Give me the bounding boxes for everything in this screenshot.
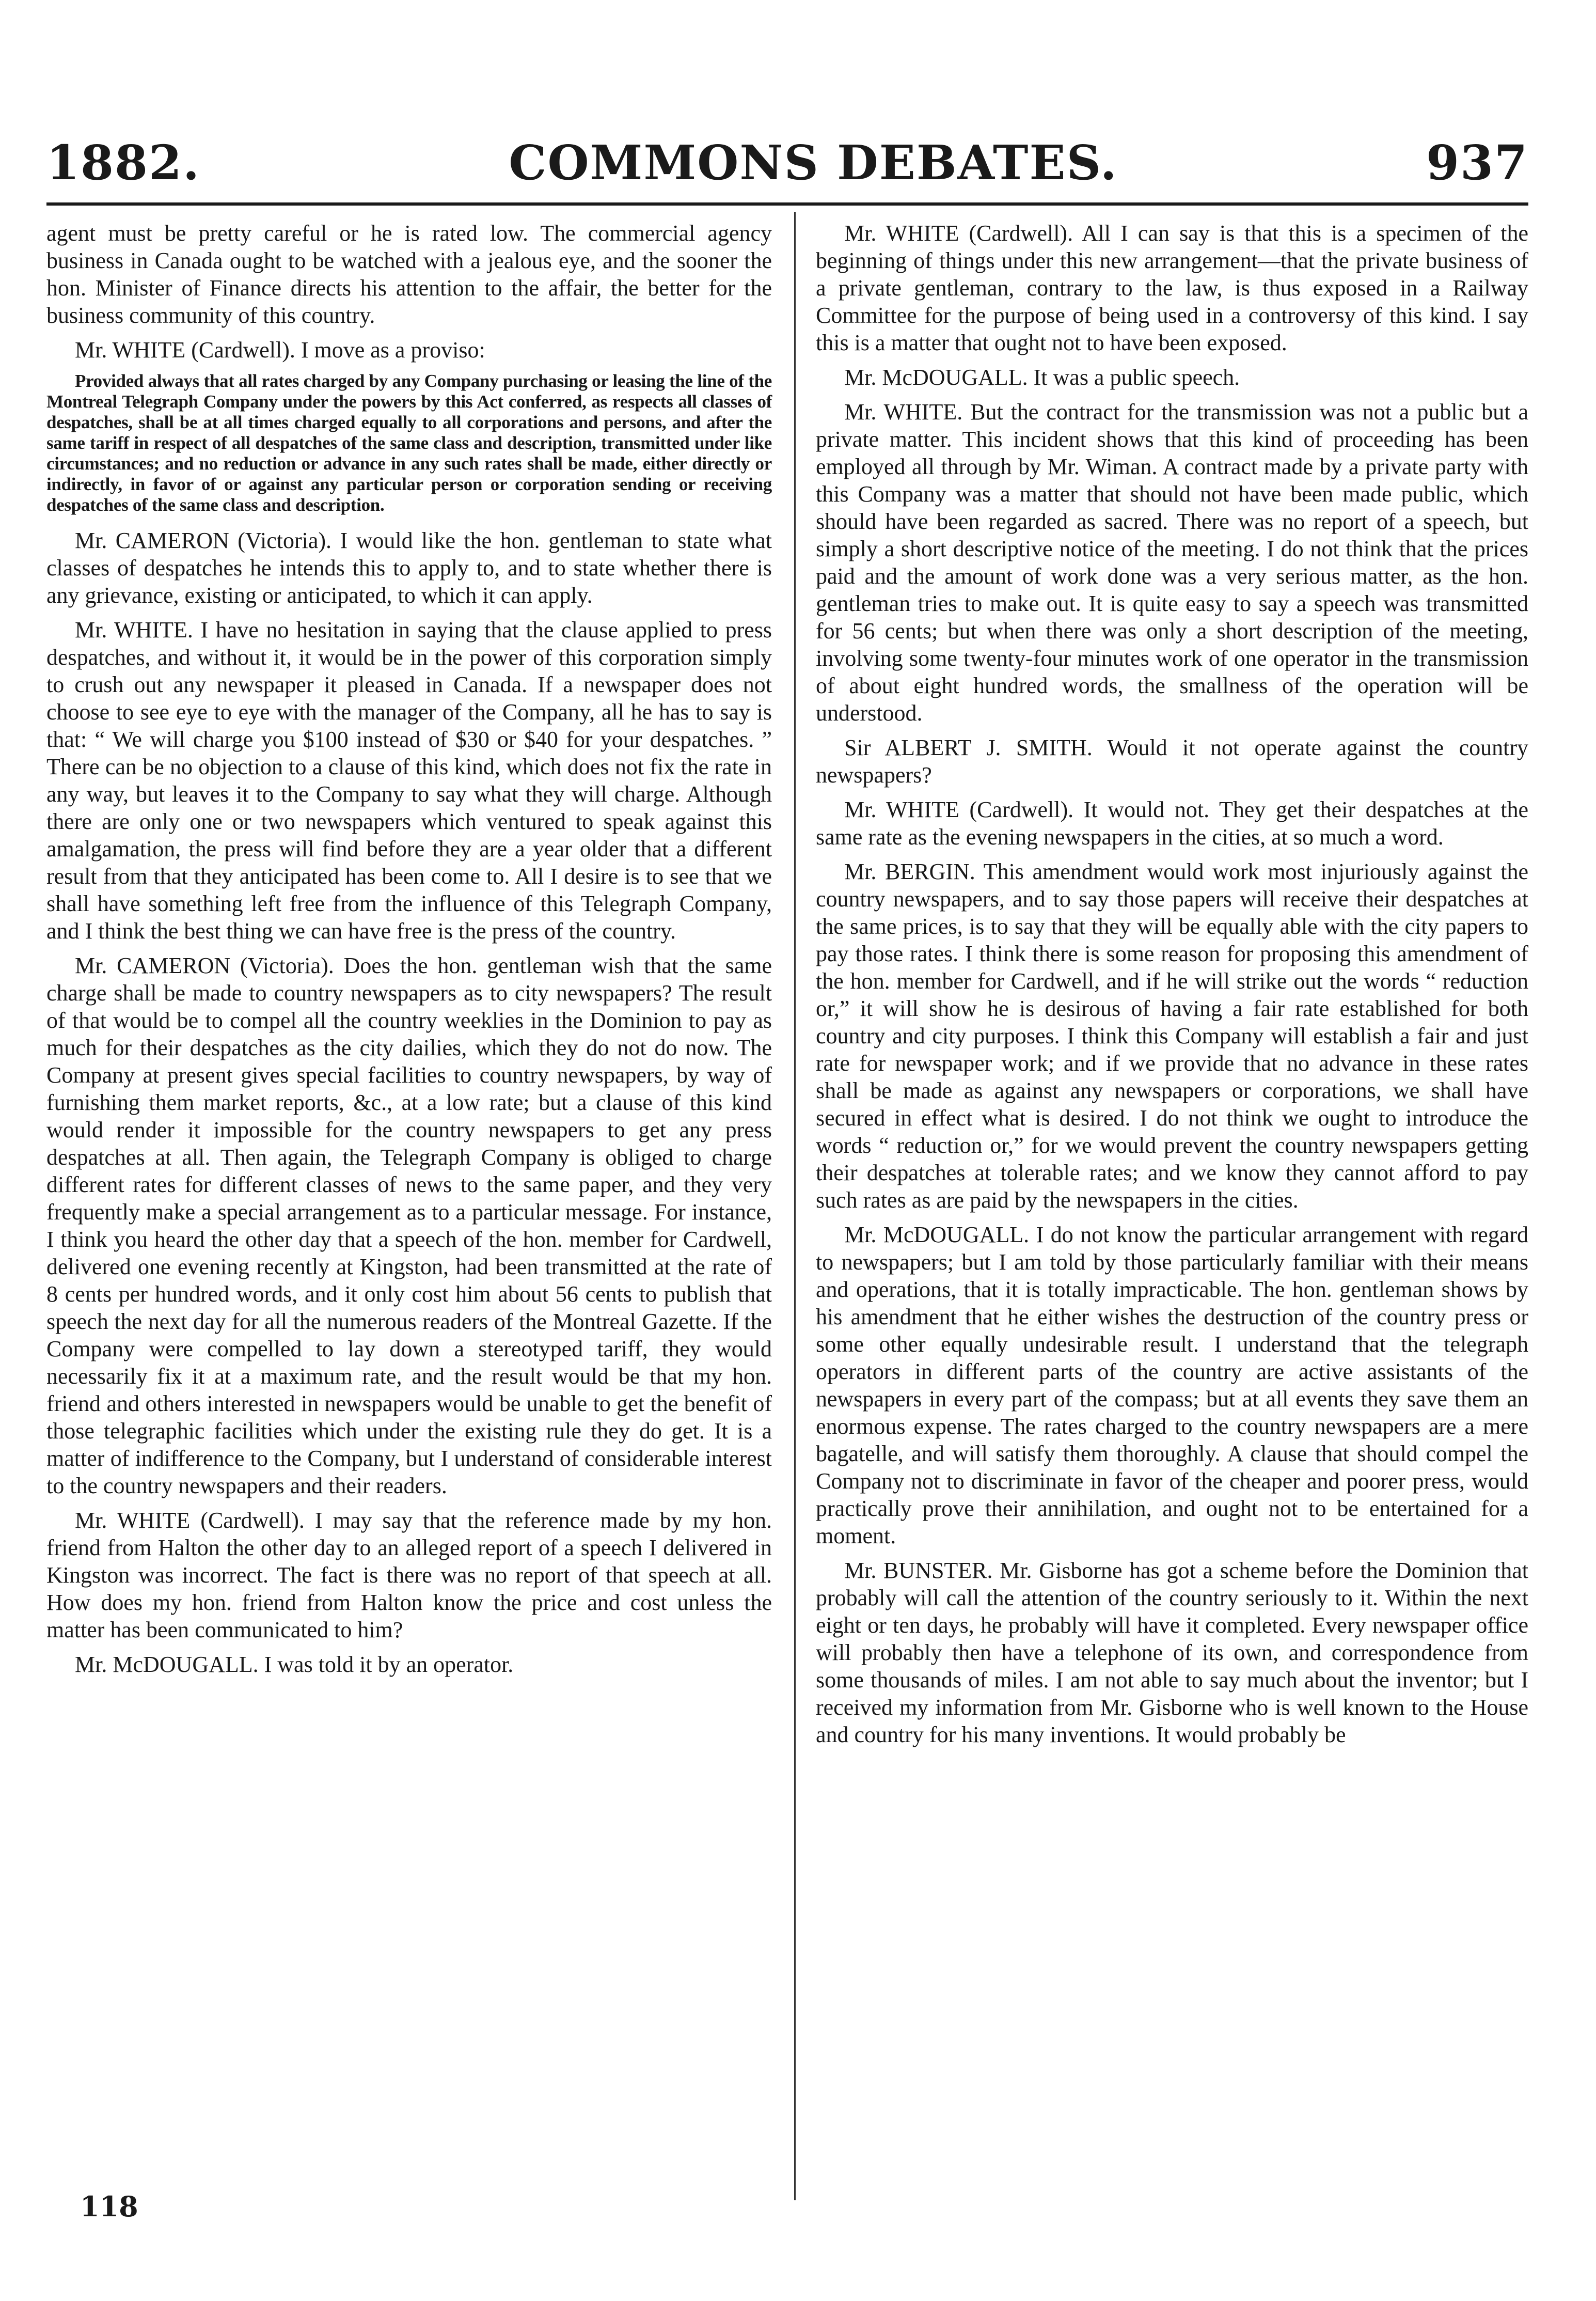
header-rule	[46, 202, 1528, 206]
proviso-text: Provided always that all rates charged by any Company purchasing or leasing the line of the Montreal Telegraph Company under the powers by this Act conferred, as respects all classes of despatches, shall be at all times charged equally to all corporations and persons, and after the same tariff in respect of all despatches of the same class and description, transmitted under like circumstances; and no reduction or advance in any such rates shall be made, either directly or indirectly, in favor of or against any particular person or corporation sending or receiving despatches of the same class and description.	[46, 371, 772, 515]
paragraph: Mr. McDOUGALL. I do not know the particular arrangement with regard to newspapers; but I am told by those particularly familiar with their means and operations, that it is totally impracticable. The hon. gentleman shows by his amendment that he either wishes the destruction of the country press or some other equally undesirable result. I understand that the telegraph operators in different parts of the country are active assistants of the newspapers in every part of the compass; but at all events they save them an enormous expense. The rates charged to the country newspapers are a mere bagatelle, and will satisfy them thoroughly. A clause that should compel the Company not to discriminate in favor of the cheaper and poorer press, would practically prove their annihilation, and ought not to be entertained for a moment.	[816, 1222, 1528, 1548]
signature-mark: 118	[80, 2190, 138, 2223]
header-page-number: 937	[1426, 135, 1528, 191]
paragraph: Mr. CAMERON (Victoria). Does the hon. gentleman wish that the same charge shall be made to country newspapers as to city newspapers? The result of that would be to compel all the country weeklies in the Dominion to pay as much for their despatches as the city dailies, which they do not do now. The Company at present gives special facilities to country newspapers, by way of furnishing them market reports, &c., at a low rate; but a clause of this kind would render it impossible for the country newspapers to get any press despatches at all. Then again, the Telegraph Company is obliged to charge different rates for different classes of news to the same paper, and they very frequently make a special arrangement as to a particular message. For instance, I think you heard the other day that a speech of the hon. member for Cardwell, delivered one evening recently at Kingston, had been transmitted at the rate of 8 cents per hundred words, and it only cost him about 56 cents to publish that speech the next day for all the numerous readers of the Montreal Gazette. If the Company were compelled to lay down a stereotyped tariff, they would necessarily fix it at a maximum rate, and the result would be that my hon. friend and others interested in newspapers would be unable to get the benefit of those telegraphic facilities which under the existing rule they do get. It is a matter of indifference to the Company, but I understand of considerable interest to the country newspapers and their readers.	[46, 953, 772, 1498]
right-column	[816, 220, 1528, 1756]
paragraph: Mr. WHITE (Cardwell). I move as a proviso:	[75, 337, 485, 363]
header-title: COMMONS DEBATES.	[509, 135, 1118, 191]
paragraph: Mr. WHITE. But the contract for the transmission was not a public but a private matter. This incident shows that this kind of proceeding has been employed all through by Mr. Wiman. A contract made by a private party with this Company was a matter that should not have been made public, which should have been regarded as sacred. There was no report of a speech, but simply a short descriptive notice of the meeting. I do not think that the prices paid and the amount of work done was a very serious matter, as the hon. gentleman tries to make out. It is quite easy to say a speech was transmitted for 56 cents; but when there was only a short description of the meeting, involving some twenty-four minutes work of one operator in the transmission of about eight hundred words, the smallness of the operation will be understood.	[816, 399, 1528, 726]
paragraph: Sir ALBERT J. SMITH. Would it not operate against the country newspapers?	[816, 735, 1528, 788]
paragraph: Mr. McDOUGALL. I was told it by an operator.	[75, 1652, 514, 1677]
paragraph: Mr. CAMERON (Victoria). I would like the hon. gentleman to state what classes of despatches he intends this to apply to, and to state whether there is any grievance, existing or anticipated, to which it can apply.	[46, 528, 772, 608]
paragraph: Mr. BUNSTER. Mr. Gisborne has got a scheme before the Dominion that probably will call the attention of the country seriously to it. Within the next eight or ten days, he probably will have it completed. Every newspaper office will probably then have a telephone of its own, and correspondence from some thousands of miles. I am not able to say much about the inventor; but I received my information from Mr. Gisborne who is well known to the House and country for his many inventions. It would probably be	[816, 1558, 1528, 1747]
header-year: 1882.	[46, 135, 201, 191]
left-column	[46, 220, 772, 1685]
paragraph: agent must be pretty careful or he is rated low. The commercial agency business in Canada ought to be watched with a jealous eye, and the sooner the hon. Minister of Finance directs his attention to the affair, the better for the business community of this country.	[46, 221, 772, 328]
paragraph: Mr. WHITE. I have no hesitation in saying that the clause applied to press despatches, and without it, it would be in the power of this corporation simply to crush out any newspaper it pleased in Canada. If a newspaper does not choose to see eye to eye with the manager of the Company, all he has to say is that: “ We will charge you $100 instead of $30 or $40 for your despatches. ” There can be no objection to a clause of this kind, which does not fix the rate in any way, but leaves it to the Company to say what they will charge. Although there are only one or two newspapers which ventured to speak against this amalgamation, the press will find before they are a year older that a different result from that they anticipated has been come to. All I desire is to see that we shall have something left free from the influence of this Telegraph Company, and I think the best thing we can have free is the press of the country.	[46, 617, 772, 944]
paragraph: Mr. McDOUGALL. It was a public speech.	[844, 365, 1240, 390]
column-divider	[794, 212, 796, 2200]
paragraph: Mr. WHITE (Cardwell). I may say that the reference made by my hon. friend from Halton the other day to an alleged report of a speech I delivered in Kingston was incorrect. The fact is there was no report of that speech at all. How does my hon. friend from Halton know the price and cost unless the matter has been communicated to him?	[46, 1508, 772, 1642]
paragraph: Mr. WHITE (Cardwell). It would not. They get their despatches at the same rate as the evening newspapers in the cities, at so much a word.	[816, 797, 1528, 850]
page-header	[46, 132, 1528, 194]
paragraph: Mr. WHITE (Cardwell). All I can say is that this is a specimen of the beginning of things under this new arrangement—that the private business of a private gentleman, contrary to the law, is thus exposed in a Railway Committee for the purpose of being used in a controversy of this kind. I say this is a matter that ought not to have been exposed.	[816, 221, 1528, 355]
paragraph: Mr. BERGIN. This amendment would work most injuriously against the country newspapers, and to say those papers will receive their despatches at the same prices, is to say that they will be equally able with the city papers to pay those rates. I think there is some reason for proposing this amendment of the hon. member for Cardwell, and if he will strike out the words “ reduction or,” it will show he is desirous of having a fair rate established for both country and city purposes. I think this Company will establish a fair and just rate for newspaper work; and if we provide that no advance in these rates shall be made as against any newspapers or corporations, we shall have secured in effect what is desired. I do not think we ought to introduce the words “ reduction or,” for we would prevent the country newspapers getting their despatches at tolerable rates; and we know they cannot afford to pay such rates as are paid by the newspapers in the cities.	[816, 859, 1528, 1213]
